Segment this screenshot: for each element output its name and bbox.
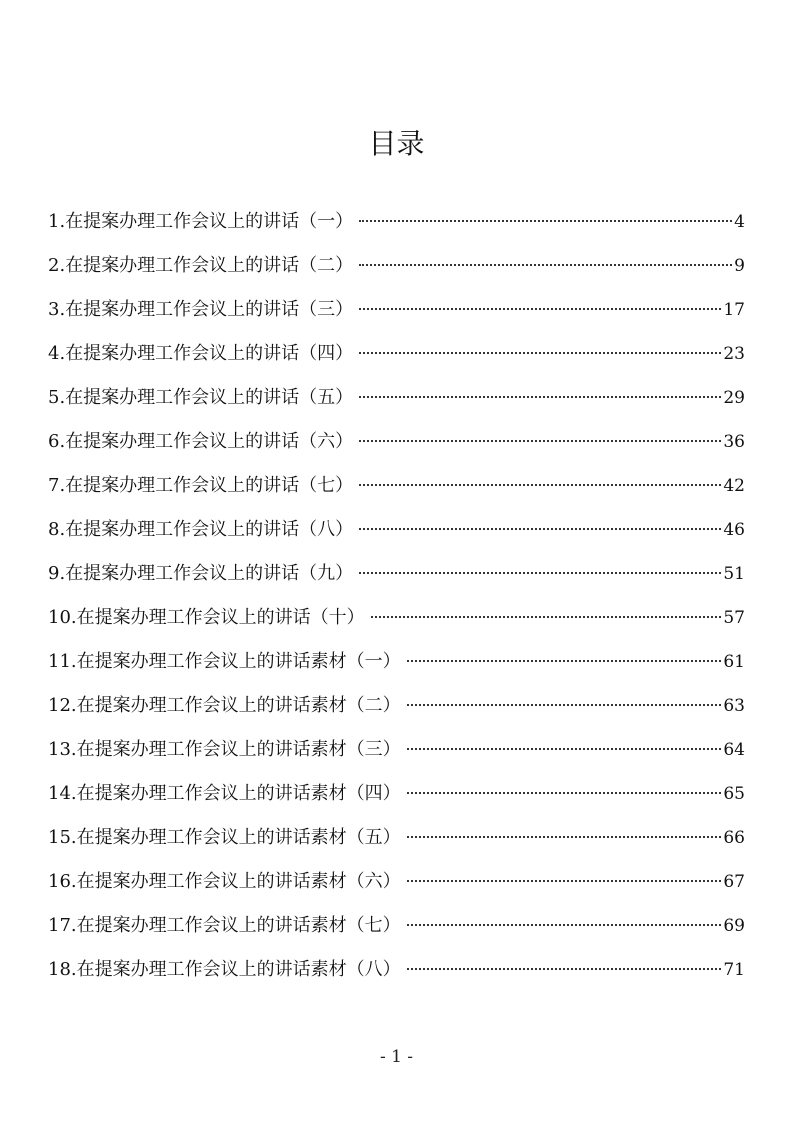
toc-entry-title: 在提案办理工作会议上的讲话（二） [65, 255, 354, 276]
toc-entry-page-number: 71 [723, 960, 745, 980]
toc-dot-leader [407, 924, 722, 926]
toc-dot-leader [359, 528, 721, 530]
toc-entry-number: 14. [48, 783, 77, 804]
toc-entry-number: 10. [48, 607, 77, 628]
toc-entry[interactable] [48, 248, 745, 292]
toc-entry-page-number: 36 [723, 432, 745, 452]
toc-dot-leader [359, 572, 721, 574]
toc-entry-page-number: 69 [723, 916, 745, 936]
toc-dot-leader [407, 660, 722, 662]
toc-entry-page-number: 66 [723, 828, 745, 848]
toc-entry-page-number: 65 [723, 784, 745, 804]
toc-dot-leader [371, 616, 722, 618]
toc-entry-number: 2. [48, 255, 66, 276]
toc-entry[interactable] [48, 380, 745, 424]
toc-entry-title: 在提案办理工作会议上的讲话素材（二） [76, 695, 401, 716]
toc-entry-number: 9. [48, 563, 66, 584]
toc-entry-number: 16. [48, 871, 77, 892]
toc-entry-page-number: 4 [734, 212, 745, 232]
toc-entry-title: 在提案办理工作会议上的讲话（八） [65, 519, 354, 540]
toc-entry[interactable] [48, 864, 745, 908]
toc-entry[interactable] [48, 776, 745, 820]
table-of-contents [48, 204, 745, 996]
toc-entry-title: 在提案办理工作会议上的讲话素材（八） [76, 959, 401, 980]
toc-entry-title: 在提案办理工作会议上的讲话素材（四） [76, 783, 401, 804]
toc-entry-number: 3. [48, 299, 66, 320]
toc-entry[interactable] [48, 952, 745, 996]
toc-entry-title: 在提案办理工作会议上的讲话（三） [65, 299, 354, 320]
toc-entry[interactable] [48, 336, 745, 380]
toc-entry-title: 在提案办理工作会议上的讲话素材（五） [76, 827, 401, 848]
toc-entry[interactable] [48, 556, 745, 600]
page-title: 目录 [368, 127, 425, 160]
toc-entry[interactable] [48, 908, 745, 952]
toc-entry-page-number: 42 [723, 476, 745, 496]
toc-dot-leader [359, 264, 732, 266]
toc-entry-number: 13. [48, 739, 77, 760]
toc-entry-title: 在提案办理工作会议上的讲话（七） [65, 475, 354, 496]
toc-entry[interactable] [48, 512, 745, 556]
toc-entry-number: 11. [48, 651, 77, 672]
toc-entry-page-number: 63 [723, 696, 745, 716]
toc-entry[interactable] [48, 644, 745, 688]
toc-entry-number: 18. [48, 959, 77, 980]
toc-entry-title: 在提案办理工作会议上的讲话（六） [65, 431, 354, 452]
page-number-footer: - 1 - [379, 1047, 414, 1067]
toc-entry-page-number: 64 [723, 740, 745, 760]
toc-entry-title: 在提案办理工作会议上的讲话（五） [65, 387, 354, 408]
toc-dot-leader [407, 880, 722, 882]
toc-dot-leader [359, 308, 721, 310]
toc-entry-number: 15. [48, 827, 77, 848]
toc-entry-number: 17. [48, 915, 77, 936]
toc-entry-number: 4. [48, 343, 66, 364]
toc-entry-number: 5. [48, 387, 66, 408]
toc-entry[interactable] [48, 468, 745, 512]
toc-dot-leader [407, 748, 722, 750]
toc-dot-leader [407, 704, 722, 706]
toc-entry-title: 在提案办理工作会议上的讲话素材（七） [76, 915, 401, 936]
toc-entry[interactable] [48, 600, 745, 644]
toc-entry-page-number: 61 [723, 652, 745, 672]
toc-dot-leader [359, 484, 721, 486]
toc-entry-title: 在提案办理工作会议上的讲话素材（六） [76, 871, 401, 892]
toc-entry-number: 6. [48, 431, 66, 452]
toc-entry[interactable] [48, 820, 745, 864]
toc-dot-leader [359, 396, 721, 398]
toc-entry-number: 7. [48, 475, 66, 496]
toc-entry-page-number: 46 [723, 520, 745, 540]
toc-dot-leader [359, 352, 721, 354]
toc-dot-leader [359, 440, 721, 442]
toc-entry-page-number: 23 [723, 344, 745, 364]
toc-entry-title: 在提案办理工作会议上的讲话（四） [65, 343, 354, 364]
toc-entry[interactable] [48, 688, 745, 732]
toc-dot-leader [359, 220, 732, 222]
toc-entry-number: 1. [48, 211, 66, 232]
toc-dot-leader [407, 792, 722, 794]
toc-entry-number: 12. [48, 695, 77, 716]
toc-entry-page-number: 9 [734, 256, 745, 276]
toc-entry[interactable] [48, 732, 745, 776]
toc-dot-leader [407, 968, 722, 970]
toc-entry[interactable] [48, 424, 745, 468]
toc-entry-page-number: 51 [723, 564, 745, 584]
toc-entry-title: 在提案办理工作会议上的讲话素材（三） [76, 739, 401, 760]
toc-entry-page-number: 17 [723, 300, 745, 320]
toc-entry[interactable] [48, 204, 745, 248]
toc-dot-leader [407, 836, 722, 838]
toc-entry-title: 在提案办理工作会议上的讲话素材（一） [76, 651, 401, 672]
toc-entry-title: 在提案办理工作会议上的讲话（九） [65, 563, 354, 584]
toc-entry-title: 在提案办理工作会议上的讲话（一） [65, 211, 354, 232]
toc-entry-number: 8. [48, 519, 66, 540]
toc-entry-page-number: 57 [723, 608, 745, 628]
toc-entry-page-number: 67 [723, 872, 745, 892]
toc-entry-title: 在提案办理工作会议上的讲话（十） [76, 607, 365, 628]
toc-entry[interactable] [48, 292, 745, 336]
toc-entry-page-number: 29 [723, 388, 745, 408]
